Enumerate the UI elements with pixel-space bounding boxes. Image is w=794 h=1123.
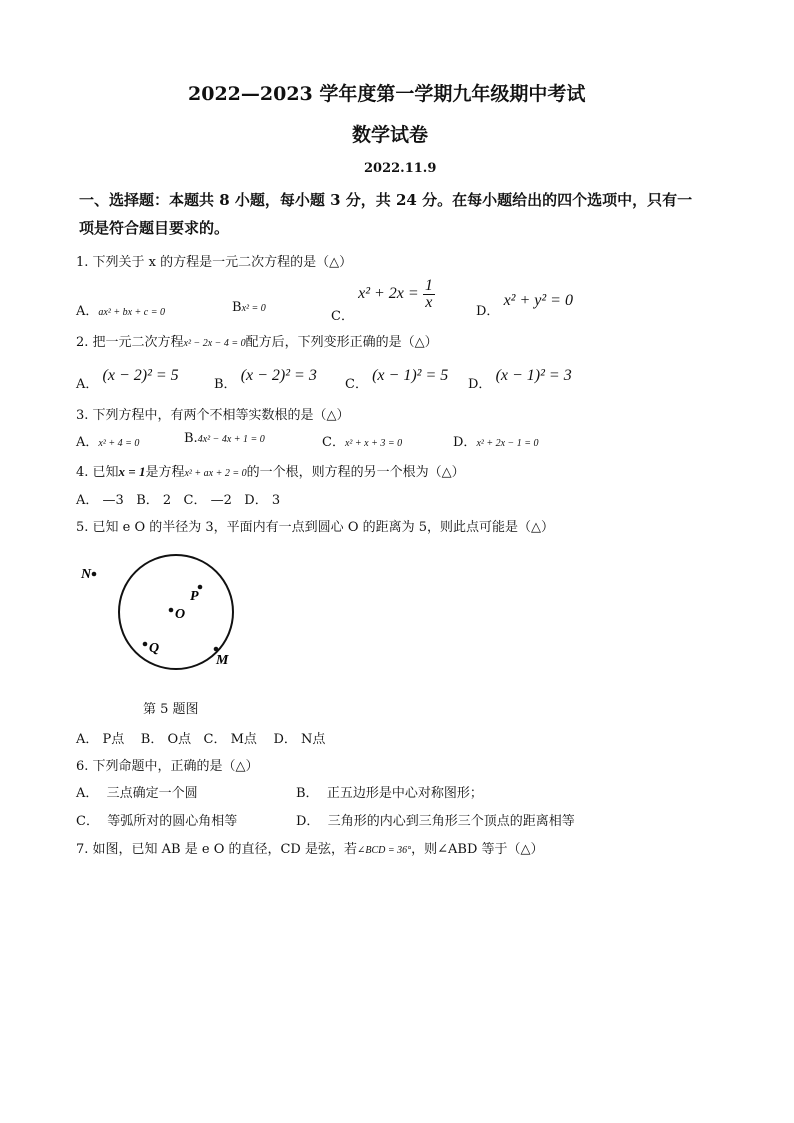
q7-stem-pre: 7. 如图，已知 AB 是 e O 的直径，CD 是弦，若 bbox=[76, 842, 357, 857]
q4-stem-expr2: x² + ax + 2 = 0 bbox=[184, 468, 247, 479]
q2-c-expr: (x − 1)² = 5 bbox=[372, 367, 449, 384]
q1-option-a bbox=[76, 300, 165, 319]
q6-option-d: D． 三角形的内心到三角形三个顶点的距离相等 bbox=[296, 814, 575, 829]
q3-b-label: B. bbox=[184, 431, 198, 446]
q1-c-denominator: x bbox=[425, 294, 433, 311]
q5-label-o: O bbox=[175, 607, 186, 622]
q2-option-d bbox=[468, 365, 572, 392]
q3-c-expr: x² + x + 3 = 0 bbox=[344, 438, 403, 449]
q5-point-n bbox=[92, 572, 97, 577]
q2-stem-expr: x² − 2x − 4 = 0 bbox=[183, 338, 246, 349]
q1-option-b bbox=[232, 300, 266, 315]
q2-option-c bbox=[345, 365, 449, 392]
q6-option-b: B． 正五边形是中心对称图形； bbox=[296, 786, 483, 801]
q5-label-q: Q bbox=[149, 641, 160, 656]
q2-d-expr: (x − 1)² = 3 bbox=[495, 367, 572, 384]
q5-figure-caption: 第 5 题图 bbox=[143, 702, 199, 717]
q5-label-m: M bbox=[216, 653, 229, 668]
q6-option-a: A． 三点确定一个圆 bbox=[76, 786, 198, 801]
q5-point-m bbox=[214, 647, 219, 652]
q5-point-q bbox=[143, 642, 148, 647]
q4-stem-mid: 是方程 bbox=[145, 465, 185, 480]
section-heading-line1: 一、选择题：本题共 8 小题，每小题 3 分，共 24 分。在每小题给出的四个选项中，只有一 bbox=[79, 191, 693, 209]
q1-option-c bbox=[331, 277, 435, 324]
q3-option-a bbox=[76, 431, 139, 450]
q1-c-numerator: 1 bbox=[424, 277, 433, 294]
q3-d-expr: x² + 2x − 1 = 0 bbox=[476, 438, 539, 449]
q1-c-expr: x² + 2x = bbox=[358, 285, 419, 302]
q3-option-b bbox=[184, 431, 265, 446]
q7-stem bbox=[76, 838, 544, 857]
q4-stem-expr1: x = 1 bbox=[118, 464, 146, 479]
q1-d-label: D． bbox=[476, 304, 500, 319]
q4-stem-post: 的一个根，则方程的另一个根为（△） bbox=[246, 465, 465, 480]
q5-stem: 5. 已知 e O 的半径为 3，平面内有一点到圆心 O 的距离为 5，则此点可能是（△） bbox=[76, 520, 555, 535]
q5-point-o bbox=[169, 608, 174, 613]
q3-option-d bbox=[453, 431, 539, 450]
q1-option-d bbox=[476, 290, 573, 319]
q2-option-a bbox=[76, 365, 179, 392]
q6-option-c: C． 等弧所对的圆心角相等 bbox=[76, 814, 238, 829]
q1-b-expr: x² = 0 bbox=[241, 303, 266, 314]
q2-stem-post: 配方后，下列变形正确的是（△） bbox=[245, 335, 438, 350]
q2-stem bbox=[76, 331, 438, 350]
q2-a-expr: (x − 2)² = 5 bbox=[102, 367, 179, 384]
q1-a-label: A． bbox=[76, 304, 99, 319]
q3-a-expr: x² + 4 = 0 bbox=[98, 438, 140, 449]
q2-a-label: A． bbox=[76, 377, 99, 392]
q3-b-expr: 4x² − 4x + 1 = 0 bbox=[197, 434, 265, 445]
q1-a-expr: ax² + bx + c = 0 bbox=[98, 307, 165, 318]
q1-c-fraction bbox=[423, 278, 435, 311]
q3-option-c bbox=[322, 431, 402, 450]
q2-b-expr: (x − 2)² = 3 bbox=[240, 367, 317, 384]
q1-d-expr: x² + y² = 0 bbox=[503, 292, 573, 309]
q5-options: A． P点 B． O点 C． M点 D． N点 bbox=[76, 732, 326, 747]
section-heading-line2: 项是符合题目要求的。 bbox=[79, 219, 230, 237]
q3-a-label: A． bbox=[76, 435, 99, 450]
q4-stem bbox=[76, 461, 465, 480]
q1-b-label: B bbox=[232, 300, 242, 315]
q2-b-label: B． bbox=[214, 377, 237, 392]
q3-stem: 3. 下列方程中，有两个不相等实数根的是（△） bbox=[76, 408, 350, 423]
exam-title: 2022—2023 学年度第一学期九年级期中考试 bbox=[188, 83, 586, 105]
exam-date: 2022.11.9 bbox=[364, 161, 437, 176]
q7-stem-post: ，则∠ABD 等于（△） bbox=[411, 842, 544, 857]
q5-figure bbox=[76, 548, 256, 678]
q2-option-b bbox=[214, 365, 317, 392]
q2-d-label: D． bbox=[468, 377, 492, 392]
q5-label-n: N bbox=[81, 567, 92, 582]
q1-c-label: C． bbox=[331, 309, 354, 324]
q7-stem-expr: ∠BCD = 36° bbox=[357, 845, 412, 856]
q3-d-label: D． bbox=[453, 435, 477, 450]
exam-subtitle: 数学试卷 bbox=[352, 124, 429, 146]
q1-stem: 1. 下列关于 x 的方程是一元二次方程的是（△） bbox=[76, 255, 353, 270]
q2-c-label: C． bbox=[345, 377, 368, 392]
q2-stem-pre: 2. 把一元二次方程 bbox=[76, 335, 184, 350]
q4-options: A． —3 B． 2 C． —2 D． 3 bbox=[76, 493, 281, 508]
q3-c-label: C． bbox=[322, 435, 345, 450]
q4-stem-pre: 4. 已知 bbox=[76, 465, 119, 480]
q6-stem: 6. 下列命题中，正确的是（△） bbox=[76, 759, 259, 774]
q5-label-p: P bbox=[190, 589, 199, 604]
